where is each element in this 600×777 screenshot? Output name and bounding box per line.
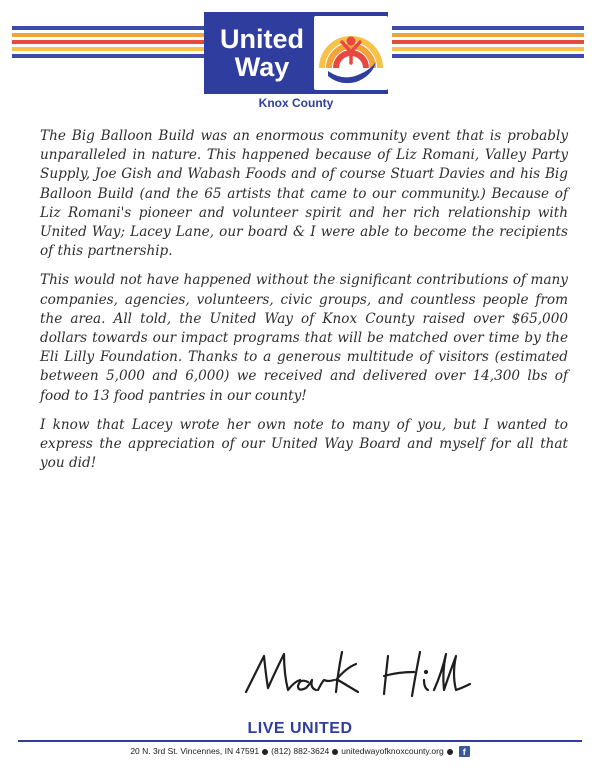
county-name: Knox County bbox=[258, 96, 334, 110]
letter-paragraph-2: This would not have happened without the significant contributions of many companies, agencies, volunteers, civic groups, and countless people from the area. All told, the United Way of Knox County raised over $65,000 dollars towards our impact programs that will be matched over time by the Eli Lilly Foundation. Thanks to a generous multitude of visitors (estimated between 5,000 and 6,000) we received and delivered over 14,300 lbs of food to 13 food pantries in our county! bbox=[40, 272, 568, 404]
letter-paragraph-3: I know that Lacey wrote her own note to many of you, but I wanted to express the appreciation of our United Way Board and myself for all that you did! bbox=[40, 416, 568, 472]
left-color-stripes bbox=[12, 26, 204, 66]
letterhead bbox=[0, 0, 600, 118]
letter-paragraph-1: The Big Balloon Build was an enormous community event that is probably unparalleled in nature. This happened because of Liz Romani, Valley Party Supply, Joe Gish and Wabash Foods and of course Stuart Davies and his Big Balloon Build (and the 65 artists that came to our community.) Because of Liz Romani's pioneer and volunteer spirit and her rich relationship with United Way; Lacey Lane, our board & I were able to become the recipients of this partnership. bbox=[40, 128, 568, 260]
footer-contact bbox=[0, 746, 600, 757]
logo-line-way: Way bbox=[234, 52, 290, 82]
letter-body bbox=[40, 127, 568, 483]
logo-wordmark bbox=[204, 25, 314, 81]
bullet-icon bbox=[332, 749, 338, 755]
bullet-icon bbox=[262, 749, 268, 755]
logo-line-united: United bbox=[220, 24, 304, 54]
footer-phone: (812) 882-3624 bbox=[271, 746, 330, 756]
footer-divider bbox=[18, 740, 582, 742]
live-united-tagline: LIVE UNITED bbox=[247, 720, 353, 737]
footer-website[interactable]: unitedwayofknoxcounty.org bbox=[341, 746, 444, 756]
footer-address: 20 N. 3rd St. Vincennes, IN 47591 bbox=[130, 746, 260, 756]
united-way-hand-rainbow-icon bbox=[314, 16, 388, 90]
facebook-icon[interactable]: f bbox=[459, 746, 470, 757]
right-color-stripes bbox=[392, 26, 584, 66]
handwritten-signature bbox=[238, 642, 508, 708]
united-way-logo bbox=[204, 12, 388, 94]
bullet-icon bbox=[447, 749, 453, 755]
